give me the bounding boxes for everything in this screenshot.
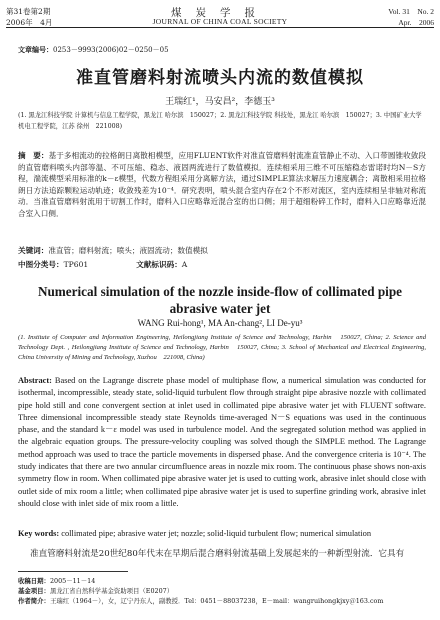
clc-number: TP601 — [63, 260, 89, 269]
title-cn: 准直管磨料射流喷头内流的数值模拟 — [76, 68, 364, 88]
authors-en: WANG Rui-hong¹, MA An-chang², LI De-yu³ — [137, 318, 303, 328]
footnote-fund: 基金项目：黑龙江省自然科学基金资助项目（E0207） — [18, 587, 174, 595]
date-en: Apr. 2006 — [398, 18, 434, 27]
affiliations-cn: (1. 黑龙江科技学院 计算机与信息工程学院，黑龙江 哈尔滨 150027；2. 黑龙江科技学院 科技处，黑龙江 哈尔滨 150027；3. 中国矿业大学 机电工程学院，江苏 徐州 221008) — [18, 112, 422, 130]
authors-cn: 王瑞红¹，马安昌²，李德玉³ — [165, 97, 275, 107]
abstract-cn-label: 摘 要： — [18, 151, 49, 160]
abstract-cn — [18, 150, 426, 220]
abstract-en-label: Abstract: — [18, 376, 52, 385]
footnote-received: 收稿日期：2005－11－14 — [18, 577, 96, 585]
abstract-cn-text: 基于多相流动的拉格朗日离散相模型，应用FLUENT软件对准直管磨料射流准直管静止不动、入口带圆锥收敛段的直管磨料喷头内部等温、不可压缩、稳态、液固两流进行了数值模拟．连续相采用三维不可压缩稳态雷诺时均N－S方程，湍流模型采用标准的k－ε模型，代数方程组采用分离解方法，通过SIMPLE算法求解压力速度耦合；离散相采用拉格朗日方法追踪颗粒运动轨迹；收敛残差为10⁻⁴．研究表明，喷头混合室内存在2个不形对流区，室内连续相呈非轴对称流动．当准直管磨料射流用于切割工作时，磨料入口应略靠近混合室的出口侧；用于超细粉碎工作时，磨料入口应略靠近混合室入口侧． — [18, 151, 427, 218]
keywords-en: Key words: collimated pipe; abrasive water jet; nozzle; solid-liquid turbulent flow; numerical simulation — [18, 529, 372, 538]
document-code: A — [181, 260, 188, 269]
classification-line: 中图分类号：TP601 文献标识码：A — [18, 260, 188, 269]
journal-name-cn: 煤炭学报 — [171, 7, 269, 19]
abstract-en-text: Based on the Lagrange discrete phase model of multiphase flow, a numerical simulation was conducted for isothermal, incompressible, steady state, solid-liquid turbulent flow through straight pipe abrasive nozzle with collimated pipe hold still and cone convergent section at inlet used in collimated pipe abrasive water jet with FLUENT software. Three dimensional incompressible steady state Reynolds time-averaged N－S equations was used in the continuous phase, and the standard k－ε model was used in turbulence model. And the segregated solution method was applied in the algebraic equation groups. The pressure-velocity coupling was solved though the SIMPLE method. The Lagrange method approach was used to trace the particle movements in dispersed phase. And the convergence criteria is 10⁻⁴. The study indicates that there are two annular circumfluence areas in nozzle mix room. The continuous phase shows non-axis symmetry flow in room. When collimated pipe abrasive water jet is used to cutting work, abrasive inlet should close with outlet side of mix room a little; when collimated pipe abrasive water jet is used to superfine grinding work, abrasive inlet should close with inlet side of mix room a little. — [18, 376, 426, 508]
volume-cn: 第31卷第2期 — [6, 7, 51, 16]
abstract-en — [18, 375, 426, 510]
journal-name-en: JOURNAL OF CHINA COAL SOCIETY — [152, 17, 288, 26]
body-text-start: 准直管磨料射流是20世纪80年代末在早期后混合磨料射流基础上发展起来的一种新型射流．它具有 — [30, 549, 405, 559]
footnote-rule — [18, 571, 128, 572]
header-rule — [6, 27, 434, 28]
article-number: 文章编号：0253－9993(2006)02－0250－05 — [18, 45, 169, 54]
volume-en: Vol. 31 No. 2 — [388, 7, 434, 16]
title-en: Numerical simulation of the nozzle inside-flow of collimated pipe abrasive water jet — [37, 284, 403, 316]
date-cn: 2006年 4月 — [6, 18, 53, 27]
affiliations-en: (1. Institute of Computer and Information Engineering, Heilongjiang Institute of Science and Technology, Harbin 150027, China; 2. Science and Technology Dept. , Heilongjiang Institute of Science and Technology, Harbin 150027, China; 3. School of Mechanical and Electrical Engineering, China University of Mining and Technology, Xuzhou 221008, China) — [18, 334, 426, 361]
running-header — [6, 5, 434, 35]
keywords-cn: 关键词：准直管；磨料射流；喷头；液固流动；数值模拟 — [18, 246, 208, 255]
footnote-author: 作者简介：王瑞红（1964－），女，辽宁丹东人，副教授．Tel：0451－88037238，E－mail：wangruihongkjxy＠163.com — [18, 597, 384, 605]
